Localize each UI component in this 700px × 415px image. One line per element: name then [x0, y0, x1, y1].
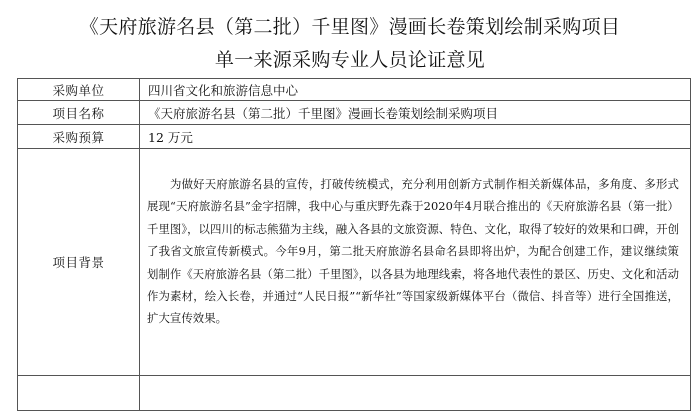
table-row-project-name: [18, 101, 691, 125]
empty-value-cell: [140, 376, 691, 411]
budget-label: 采购预算: [18, 125, 140, 149]
purchaser-label: 采购单位: [18, 79, 140, 101]
purchaser-value: 四川省文化和旅游信息中心: [140, 79, 691, 101]
document-title-line-2: 单一来源采购专业人员论证意见: [214, 49, 486, 71]
background-label: 项目背景: [18, 149, 140, 376]
table-row-empty: [18, 376, 691, 411]
budget-value: 12 万元: [140, 125, 691, 149]
document-title-line-1: 《天府旅游名县（第二批）千里图》漫画长卷策划绘制采购项目: [79, 16, 621, 38]
table-row-purchaser: [18, 79, 691, 101]
empty-label-cell: [18, 376, 140, 411]
background-text: 为做好天府旅游名县的宣传，打破传统模式，充分利用创新方式制作相关新媒体品，多角度、多形式展现“天府旅游名县”金字招牌，我中心与重庆野先森于2020年4月联合推出的《天府旅游名县（第一批）千里图》，以四川的标志熊猫为主线，融入各县的文旅资源、特色、文化，取得了较好的效果和口碑，开创了我省文旅宣传新模式。今年9月，第二批天府旅游名县命名县即将出炉，为配合创建工作，建议继续策划制作《天府旅游名县（第二批）千里图》，以各县为地理线索，将各地代表性的景区、历史、文化和活动作为素材，绘入长卷，并通过“人民日报”“新华社”等国家级新媒体平台（微信、抖音等）进行全国推送，扩大宣传效果。: [147, 177, 680, 326]
project-name-value: 《天府旅游名县（第二批）千里图》漫画长卷策划绘制采购项目: [140, 101, 691, 125]
table-row-budget: [18, 125, 691, 149]
project-name-label: 项目名称: [18, 101, 140, 125]
